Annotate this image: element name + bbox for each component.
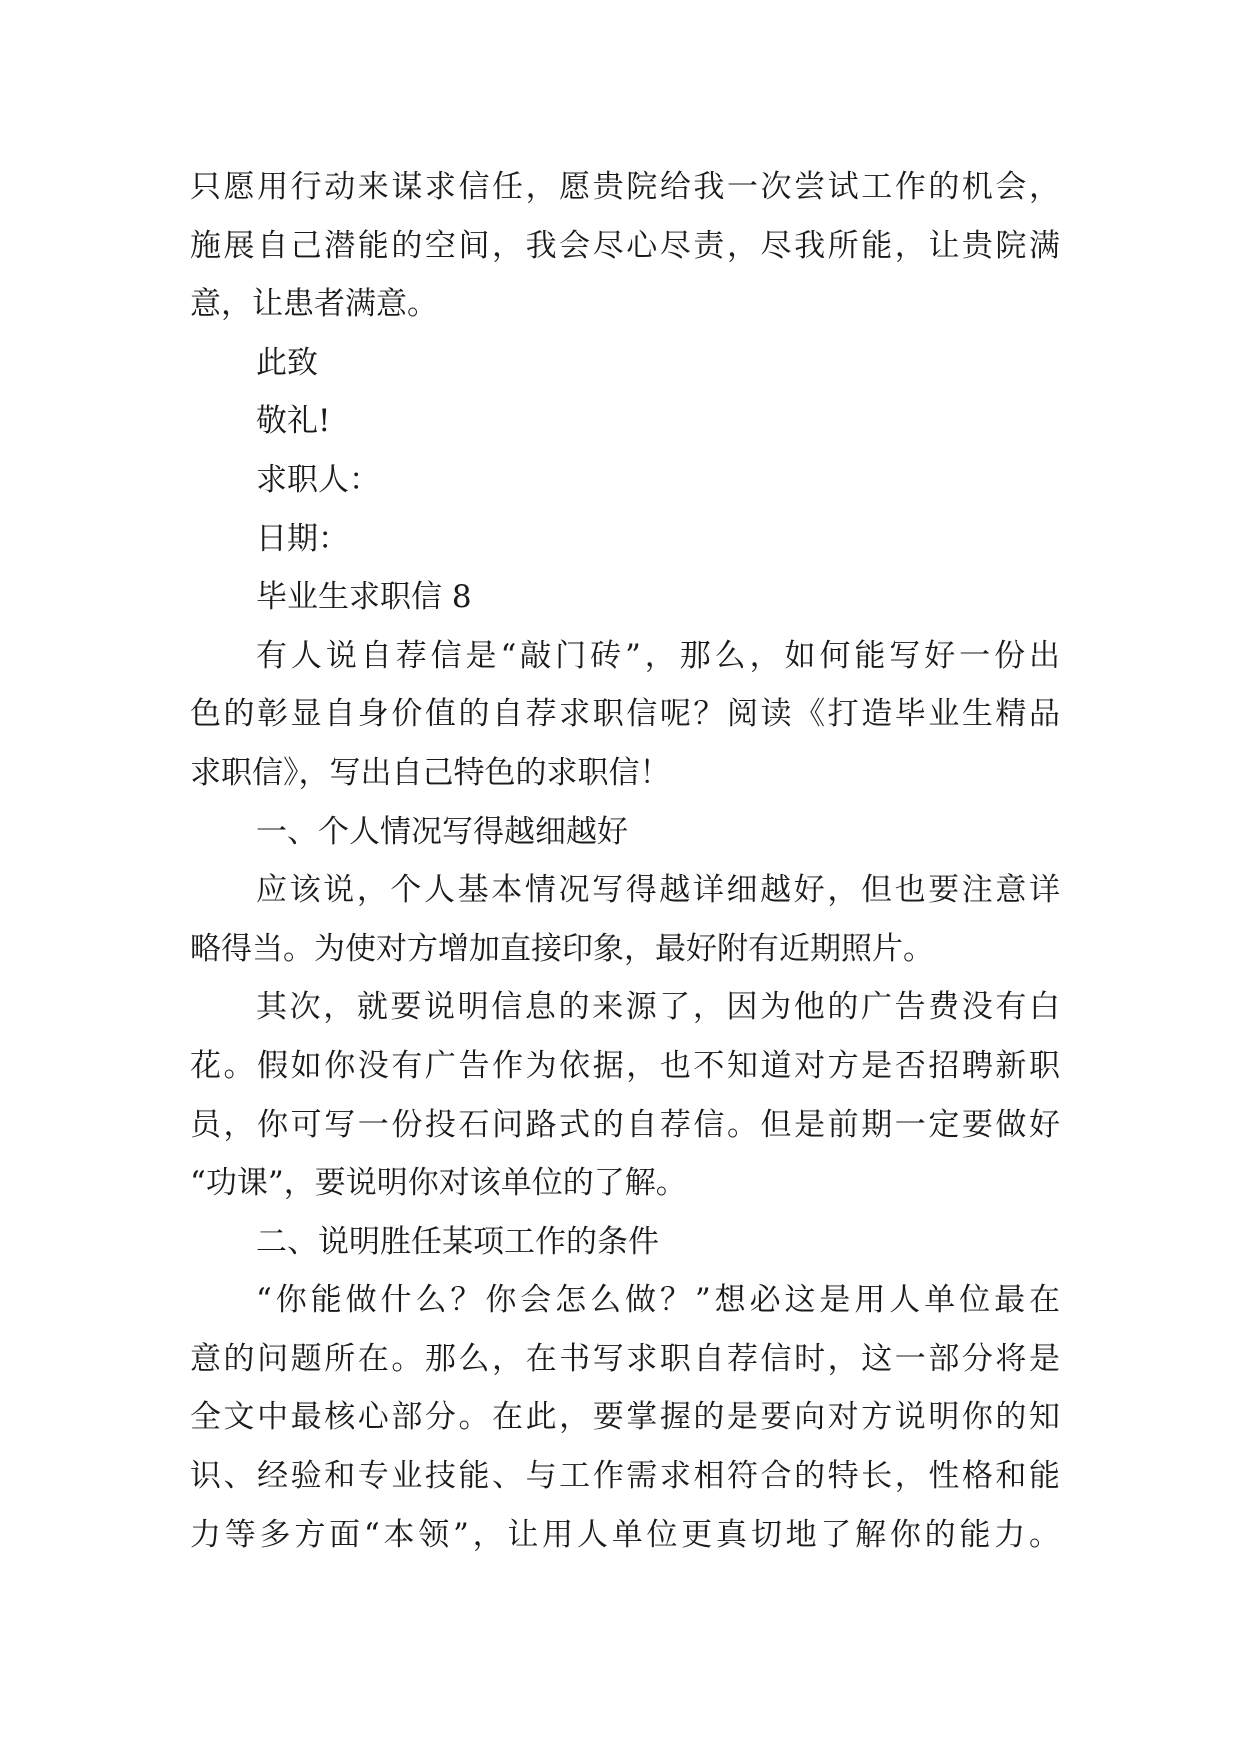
- document-body: [190, 158, 1060, 1564]
- text-line: 意的问题所在。那么，在书写求职自荐信时，这一部分将是: [190, 1340, 1060, 1377]
- text-line: 应该说，个人基本情况写得越详细越好，但也要注意详: [256, 872, 1060, 909]
- text-line: 全文中最核心部分。在此，要掌握的是要向对方说明你的知: [190, 1399, 1060, 1436]
- text-line: 员，你可写一份投石问路式的自荐信。但是前期一定要做好: [190, 1106, 1060, 1143]
- text-line: 意，让患者满意。: [190, 286, 438, 323]
- text-line: 力等多方面“本领”，让用人单位更真切地了解你的能力。: [190, 1516, 1060, 1553]
- text-line: 识、经验和专业技能、与工作需求相符合的特长，性格和能: [190, 1458, 1060, 1495]
- salutation-line: 此致: [256, 344, 318, 381]
- text-line: “你能做什么？你会怎么做？”想必这是用人单位最在: [256, 1282, 1060, 1319]
- text-line: 施展自己潜能的空间，我会尽心尽责，尽我所能，让贵院满: [190, 227, 1060, 264]
- salutation-line: 敬礼!: [256, 403, 331, 440]
- signature-applicant-label: 求职人：: [256, 461, 380, 498]
- section-title: 毕业生求职信 8: [256, 579, 472, 616]
- text-line: 只愿用行动来谋求信任，愿贵院给我一次尝试工作的机会，: [190, 169, 1060, 205]
- subheading: 一、个人情况写得越细越好: [256, 813, 628, 850]
- text-line: 求职信》，写出自己特色的求职信！: [190, 754, 671, 791]
- text-line: 其次，就要说明信息的来源了，因为他的广告费没有白: [256, 989, 1060, 1026]
- subheading: 二、说明胜任某项工作的条件: [256, 1223, 659, 1260]
- text-line: “功课”，要说明你对该单位的了解。: [190, 1165, 687, 1202]
- text-line: 略得当。为使对方增加直接印象，最好附有近期照片。: [190, 930, 934, 967]
- text-line: 色的彰显自身价值的自荐求职信呢？阅读《打造毕业生精品: [190, 696, 1060, 733]
- signature-date-label: 日期：: [256, 520, 349, 557]
- text-line: 花。假如你没有广告作为依据，也不知道对方是否招聘新职: [190, 1047, 1060, 1084]
- text-line: 有人说自荐信是“敲门砖”，那么，如何能写好一份出: [256, 637, 1060, 674]
